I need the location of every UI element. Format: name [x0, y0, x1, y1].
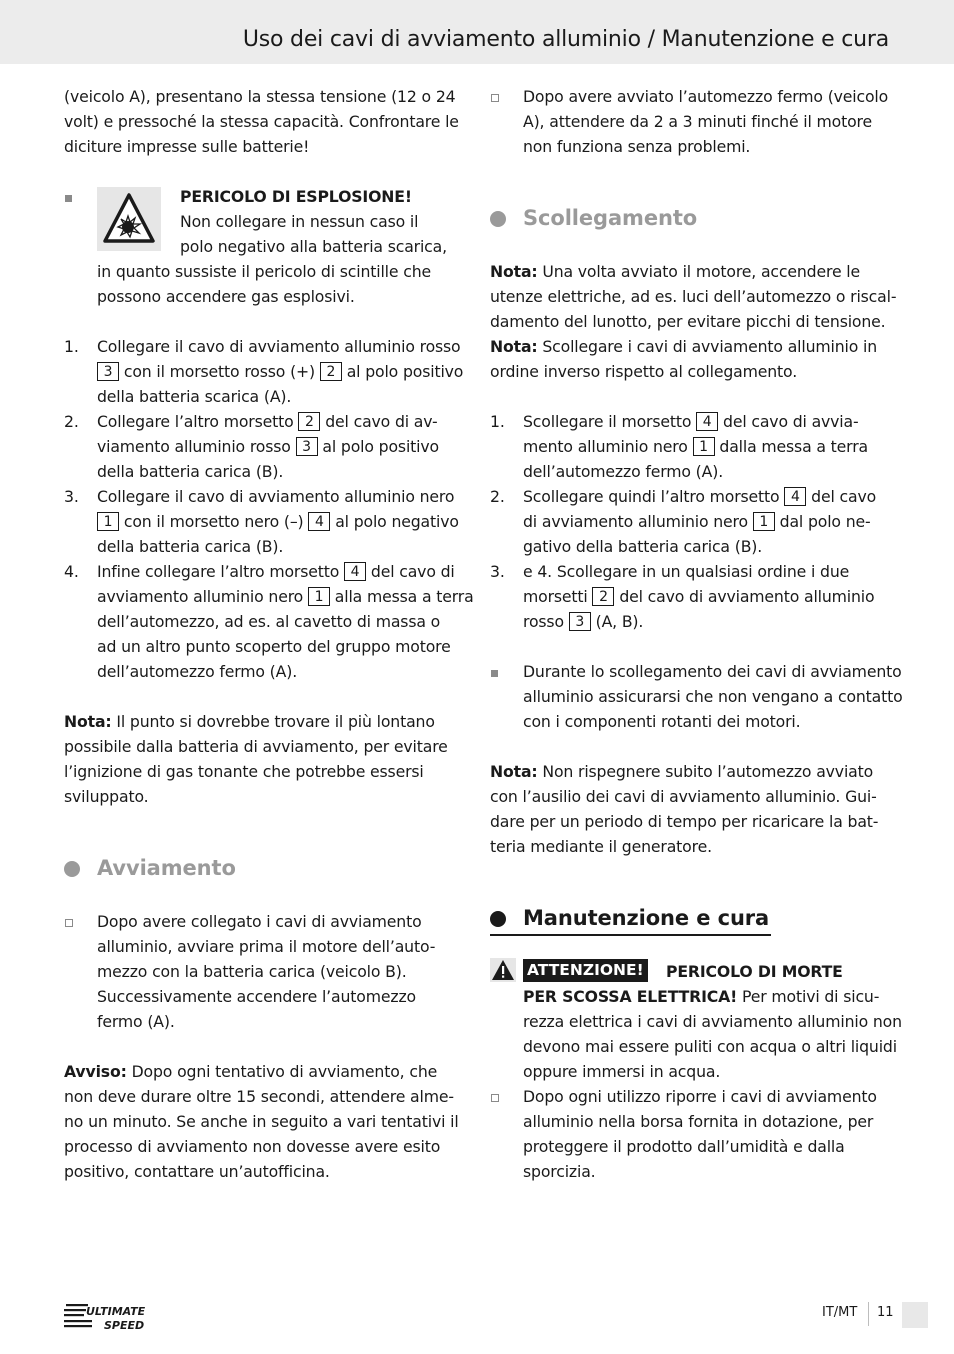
step-text-segment: con il morsetto rosso (+)	[123, 362, 316, 381]
note-text: damento del lunotto, per evitare picchi di tensione.	[490, 312, 886, 331]
square-bullet	[65, 195, 72, 202]
note-label: Nota:	[490, 762, 538, 781]
item-text: alluminio nella borsa fornita in dotazione, per	[523, 1112, 874, 1131]
explosion-text: Non collegare in nessun caso il	[180, 212, 419, 231]
advice-text: processo di avviamento non dovesse avere esito	[64, 1137, 441, 1156]
heading-underline	[490, 934, 771, 936]
advice-text: positivo, contattare un’autofficina.	[64, 1162, 330, 1181]
warning-text: devono mai essere puliti con acqua o altri liquidi	[523, 1037, 897, 1056]
step-text	[523, 509, 871, 534]
part-number-box: 3	[296, 437, 318, 456]
step-text-segment: morsetti	[523, 587, 588, 606]
note-text: ordine inverso rispetto al collegamento.	[490, 362, 798, 381]
footer-language: IT/MT	[822, 1305, 858, 1320]
step-text	[523, 409, 859, 434]
explosion-text: in quanto sussiste il pericolo di scintille che	[97, 262, 431, 281]
advice-text-segment: Dopo ogni tentativo di avviamento, che	[131, 1062, 438, 1081]
step-number: 2.	[490, 487, 505, 506]
advice-text	[64, 1059, 437, 1084]
note-text: possibile dalla batteria di avviamento, per evitare	[64, 737, 448, 756]
step-text-segment: del cavo di avvia-	[723, 412, 859, 431]
hollow-bullet	[491, 94, 499, 102]
step-text: dell’automezzo, ad es. al cavetto di massa o	[97, 612, 441, 631]
item-text: sporcizia.	[523, 1162, 596, 1181]
warning-text-segment: Per motivi di sicu-	[742, 987, 880, 1006]
step-text	[97, 559, 455, 584]
page-title: Uso dei cavi di avviamento alluminio / Manutenzione e cura	[242, 27, 889, 52]
step-text-segment: con il morsetto nero (–)	[123, 512, 304, 531]
note-text-segment: Non rispegnere subito l’automezzo avviato	[542, 762, 874, 781]
footer-divider	[868, 1302, 869, 1326]
step-text	[97, 584, 474, 609]
intro-line: volt) e pressoché la stessa capacità. Confrontare le	[64, 112, 459, 131]
warning-text	[523, 984, 879, 1009]
advice-text: non deve durare oltre 15 secondi, attendere alme-	[64, 1087, 454, 1106]
step-text-segment: dal polo ne-	[779, 512, 871, 531]
heading-bullet-icon	[490, 211, 506, 227]
step-number: 3.	[490, 562, 505, 581]
item-text: alluminio assicurarsi che non vengano a contatto	[523, 687, 903, 706]
step-text: Collegare il cavo di avviamento alluminio rosso	[97, 337, 461, 356]
step-text-segment: alla messa a terra	[334, 587, 474, 606]
warning-text: oppure immersi in acqua.	[523, 1062, 721, 1081]
note-label: Nota:	[490, 262, 538, 281]
item-text: Successivamente accendere l’automezzo	[97, 987, 416, 1006]
step-text-segment: Scollegare quindi l’altro morsetto	[523, 487, 780, 506]
step-text	[523, 609, 643, 634]
step-text: e 4. Scollegare in un qualsiasi ordine i due	[523, 562, 850, 581]
explosion-text: possono accendere gas esplosivi.	[97, 287, 355, 306]
part-number-box: 4	[308, 512, 330, 531]
part-number-box: 4	[344, 562, 366, 581]
part-number-box: 2	[298, 412, 320, 431]
step-text-segment: del cavo di avviamento alluminio	[619, 587, 875, 606]
explosion-text: polo negativo alla batteria scarica,	[180, 237, 447, 256]
hollow-bullet	[65, 919, 73, 927]
advice-text: no un minuto. Se anche in seguito a vari tentativi il	[64, 1112, 459, 1131]
note-text	[490, 334, 877, 359]
note-text: teria mediante il generatore.	[490, 837, 712, 856]
warning-text: rezza elettrica i cavi di avviamento alluminio non	[523, 1012, 902, 1031]
footer-page-tab	[902, 1302, 928, 1328]
section-heading-avviamento: Avviamento	[97, 856, 236, 880]
step-number: 1.	[490, 412, 505, 431]
step-text-segment: avviamento alluminio nero	[97, 587, 304, 606]
note-text: dare per un periodo di tempo per ricaricare la bat-	[490, 812, 879, 831]
step-text-segment: di avviamento alluminio nero	[523, 512, 748, 531]
intro-line: diciture impresse sulle batterie!	[64, 137, 310, 156]
step-text	[523, 484, 876, 509]
logo-brand-bottom: SPEED	[104, 1319, 145, 1332]
step-text	[523, 584, 874, 609]
item-text: Durante lo scollegamento dei cavi di avviamento	[523, 662, 902, 681]
part-number-box: 3	[569, 612, 591, 631]
step-text-segment: al polo negativo	[335, 512, 459, 531]
attenzione-badge: ATTENZIONE!	[523, 959, 648, 982]
logo-brand-top: ULTIMATE	[86, 1305, 146, 1318]
section-heading-manutenzione: Manutenzione e cura	[523, 906, 770, 930]
part-number-box: 1	[693, 437, 715, 456]
step-text	[97, 409, 438, 434]
note-text	[64, 709, 435, 734]
step-text: dell’automezzo fermo (A).	[97, 662, 298, 681]
step-text: della batteria carica (B).	[97, 462, 284, 481]
item-text: non funziona senza problemi.	[523, 137, 751, 156]
item-text: A), attendere da 2 a 3 minuti finché il motore	[523, 112, 873, 131]
heading-bullet-icon	[490, 911, 506, 927]
step-text-segment: Infine collegare l’altro morsetto	[97, 562, 340, 581]
step-text-segment: del cavo di	[370, 562, 455, 581]
note-text: l’ignizione di gas tonante che potrebbe essersi	[64, 762, 424, 781]
note-text-segment: Il punto si dovrebbe trovare il più lontano	[116, 712, 435, 731]
step-text: della batteria scarica (A).	[97, 387, 292, 406]
step-number: 3.	[64, 487, 79, 506]
advice-label: Avviso:	[64, 1062, 127, 1081]
step-text-segment: Collegare l’altro morsetto	[97, 412, 294, 431]
step-text	[523, 434, 868, 459]
step-text	[97, 359, 463, 384]
heading-bullet-icon	[64, 861, 80, 877]
step-text: gativo della batteria carica (B).	[523, 537, 763, 556]
step-text-segment: del cavo di av-	[325, 412, 438, 431]
step-number: 4.	[64, 562, 79, 581]
page-number: 11	[877, 1305, 894, 1320]
step-text-segment: viamento alluminio rosso	[97, 437, 291, 456]
part-number-box: 2	[320, 362, 342, 381]
part-number-box: 2	[592, 587, 614, 606]
warning-title: PER SCOSSA ELETTRICA!	[523, 987, 738, 1006]
intro-line: (veicolo A), presentano la stessa tensione (12 o 24	[64, 87, 456, 106]
page-header	[0, 0, 954, 64]
step-number: 2.	[64, 412, 79, 431]
square-bullet	[491, 670, 498, 677]
explosion-warning-icon	[97, 187, 161, 251]
step-text: Collegare il cavo di avviamento alluminio nero	[97, 487, 455, 506]
part-number-box: 1	[308, 587, 330, 606]
explosion-title: PERICOLO DI ESPLOSIONE!	[180, 187, 412, 206]
step-text-segment: mento alluminio nero	[523, 437, 688, 456]
item-text: alluminio, avviare prima il motore dell’auto-	[97, 937, 436, 956]
note-text	[490, 759, 873, 784]
warning-title: PERICOLO DI MORTE	[666, 962, 843, 981]
item-text: proteggere il prodotto dall’umidità e dalla	[523, 1137, 845, 1156]
item-text: fermo (A).	[97, 1012, 175, 1031]
note-text: utenze elettriche, ad es. luci dell’automezzo o riscal-	[490, 287, 897, 306]
note-label: Nota:	[64, 712, 112, 731]
warning-triangle-icon	[490, 958, 516, 982]
item-text: Dopo avere collegato i cavi di avviamento	[97, 912, 422, 931]
note-text	[490, 259, 860, 284]
part-number-box: 1	[753, 512, 775, 531]
item-text: con i componenti rotanti dei motori.	[523, 712, 801, 731]
step-text-segment: Scollegare il morsetto	[523, 412, 692, 431]
step-text	[97, 434, 439, 459]
note-label: Nota:	[490, 337, 538, 356]
note-text-segment: Scollegare i cavi di avviamento alluminio in	[542, 337, 878, 356]
section-heading-scollegamento: Scollegamento	[523, 206, 698, 230]
part-number-box: 3	[97, 362, 119, 381]
step-text-segment: dalla messa a terra	[719, 437, 868, 456]
item-text: Dopo avere avviato l’automezzo fermo (veicolo	[523, 87, 889, 106]
part-number-box: 4	[696, 412, 718, 431]
step-text: della batteria carica (B).	[97, 537, 284, 556]
note-text: con l’ausilio dei cavi di avviamento alluminio. Gui-	[490, 787, 877, 806]
step-text: ad un altro punto scoperto del gruppo motore	[97, 637, 451, 656]
part-number-box: 1	[97, 512, 119, 531]
step-text-segment: al polo positivo	[322, 437, 439, 456]
note-text: sviluppato.	[64, 787, 149, 806]
step-text-segment: del cavo	[811, 487, 877, 506]
part-number-box: 4	[784, 487, 806, 506]
item-text: Dopo ogni utilizzo riporre i cavi di avviamento	[523, 1087, 877, 1106]
step-text: dell’automezzo fermo (A).	[523, 462, 724, 481]
note-text-segment: Una volta avviato il motore, accendere le	[542, 262, 860, 281]
step-text	[97, 509, 459, 534]
hollow-bullet	[491, 1094, 499, 1102]
step-text-segment: al polo positivo	[346, 362, 464, 381]
step-number: 1.	[64, 337, 79, 356]
ultimate-speed-logo	[64, 1302, 164, 1332]
item-text: mezzo con la batteria carica (veicolo B).	[97, 962, 407, 981]
step-text-segment: rosso	[523, 612, 564, 631]
step-text-segment: (A, B).	[595, 612, 644, 631]
